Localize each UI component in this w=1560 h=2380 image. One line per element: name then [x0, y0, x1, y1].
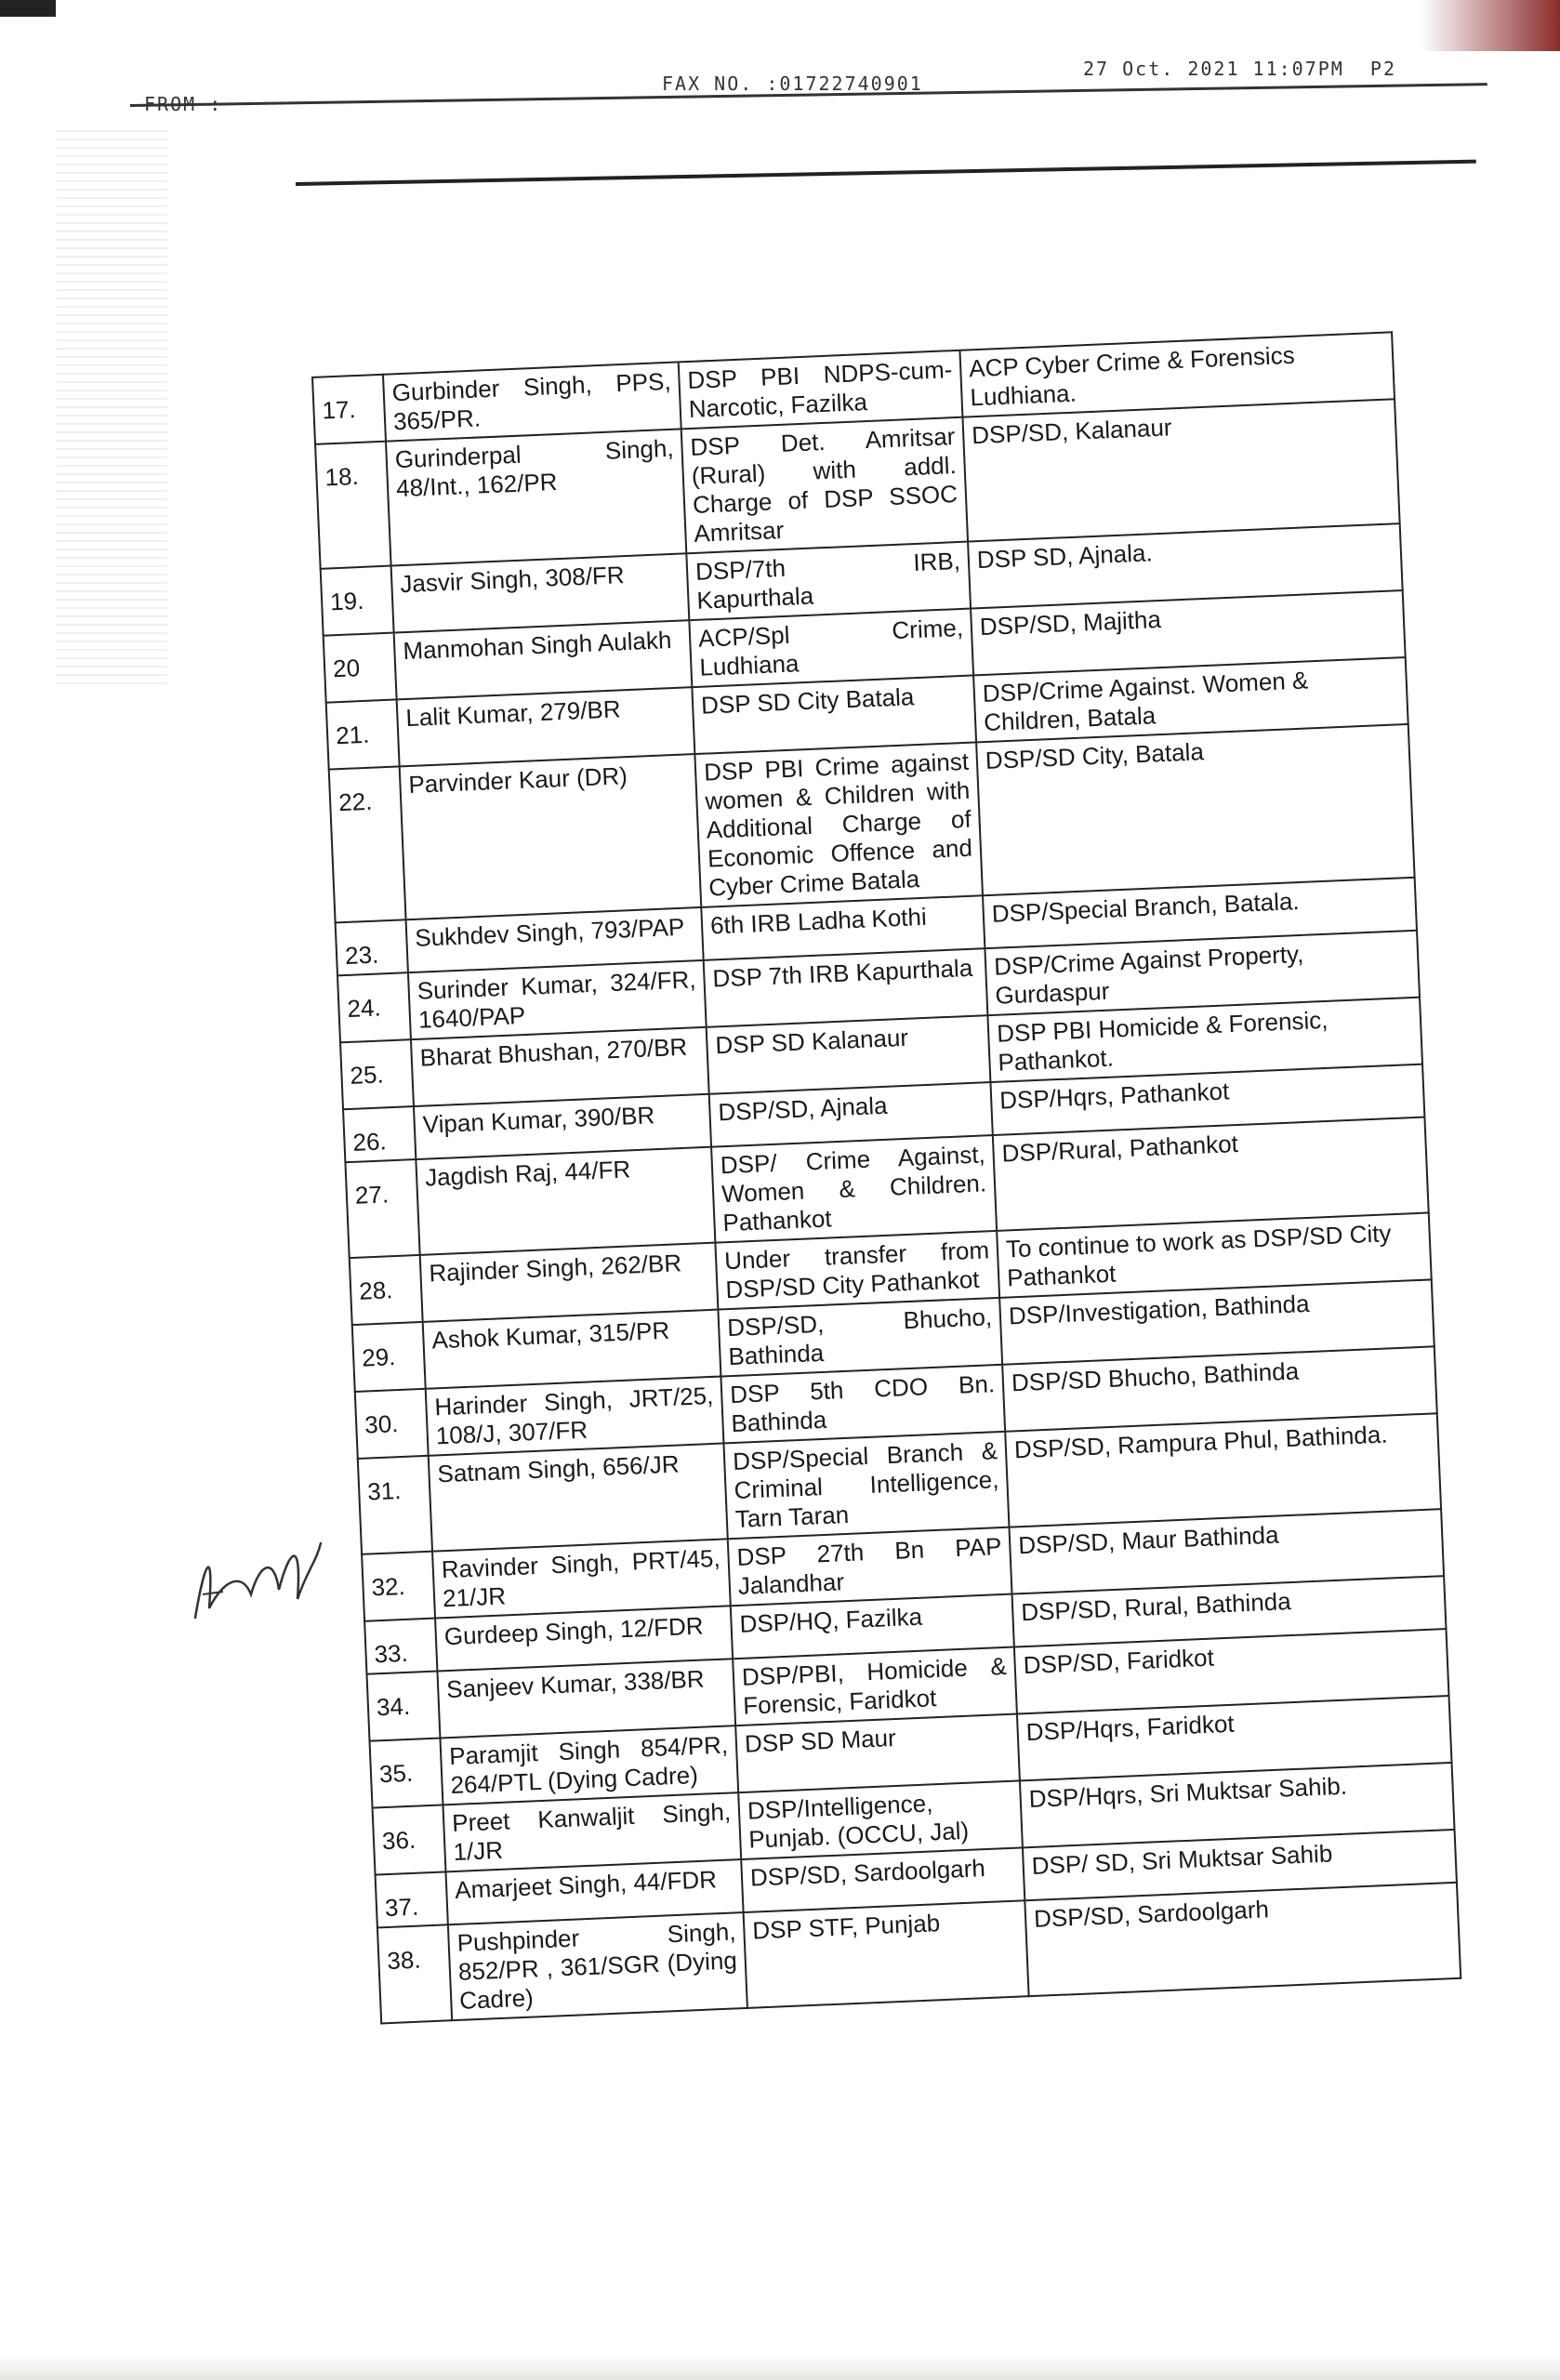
officer-name-cell: Paramjit Singh 854/PR, 264/PTL (Dying Cadre) [440, 1726, 738, 1805]
posted-from-cell: DSP/HQ, Fazilka [731, 1594, 1014, 1659]
officer-name-cell: Gurdeep Singh, 12/FDR [435, 1606, 733, 1671]
posted-from-cell: DSP/Special Branch & Criminal Intelligence, Tarn Taran [723, 1432, 1009, 1540]
posted-to-cell: DSP/Special Branch, Batala. [983, 878, 1417, 948]
serial-number-cell: 27. [345, 1159, 419, 1258]
transfer-table-body [312, 332, 1461, 2023]
posted-to-cell: ACP Cyber Crime & Forensics Ludhiana. [959, 332, 1395, 416]
serial-number-cell: 30. [355, 1389, 429, 1459]
posted-from-cell: DSP/7th IRB, Kapurthala [686, 542, 971, 621]
posted-to-cell: To continue to work as DSP/SD City Pathankot [997, 1212, 1432, 1297]
serial-number-cell: 28. [350, 1255, 423, 1325]
serial-number-cell: 36. [373, 1805, 446, 1874]
serial-number-cell: 18. [315, 442, 391, 569]
posted-to-cell: DSP/SD, Maur Bathinda [1009, 1509, 1444, 1593]
officer-name-cell: Jasvir Singh, 308/FR [391, 553, 690, 632]
fax-date-time [1083, 58, 1396, 80]
posted-to-cell: DSP/Investigation, Bathinda [999, 1279, 1434, 1364]
serial-number-cell: 35. [370, 1738, 443, 1807]
serial-number-cell: 23. [336, 919, 408, 975]
posted-from-cell: DSP/ Crime Against, Women & Children. Pathankot [711, 1135, 997, 1243]
officer-name-cell: Bharat Bhushan, 270/BR [411, 1027, 709, 1106]
scan-edge-noise [56, 130, 167, 688]
officer-name-cell: Surinder Kumar, 324/FR, 1640/PAP [408, 960, 707, 1039]
transfer-table-container [311, 333, 1430, 2025]
posted-from-cell: DSP/SD, Ajnala [709, 1082, 993, 1147]
posted-to-cell: DSP/Crime Against Property, Gurdaspur [985, 931, 1420, 1015]
posted-from-cell: DSP STF, Punjab [744, 1900, 1029, 2008]
serial-number-cell: 29. [352, 1322, 426, 1392]
serial-number-cell: 19. [321, 566, 394, 636]
fax-timestamp: 27 Oct. 2021 11:07PM [1083, 58, 1344, 80]
posted-to-cell: DSP/SD, Rural, Bathinda [1012, 1576, 1447, 1646]
scan-bottom-strip [0, 2354, 1560, 2380]
posted-to-cell: DSP/SD, Faridkot [1014, 1629, 1449, 1713]
officer-name-cell: Harinder Singh, JRT/25, 108/J, 307/FR [426, 1377, 724, 1456]
serial-number-cell: 25. [340, 1039, 414, 1109]
posted-from-cell: DSP SD City Batala [692, 675, 976, 754]
officer-name-cell: Pushpinder Singh, 852/PR , 361/SGR (Dying Cadre) [448, 1912, 747, 2020]
posted-to-cell: DSP/SD, Rampura Phul, Bathinda. [1005, 1413, 1441, 1527]
posted-to-cell: DSP SD, Ajnala. [968, 523, 1403, 608]
posted-from-cell: DSP/PBI, Homicide & Forensic, Faridkot [733, 1647, 1017, 1726]
posted-to-cell: DSP/SD City, Batala [976, 724, 1415, 895]
posted-from-cell: DSP SD Maur [735, 1713, 1020, 1792]
posted-from-cell: Under transfer from DSP/SD City Pathankot [715, 1231, 999, 1310]
posted-to-cell: DSP/Hqrs, Sri Muktsar Sahib. [1020, 1763, 1455, 1847]
serial-number-cell: 32. [362, 1552, 435, 1621]
officer-name-cell: Satnam Singh, 656/JR [429, 1443, 728, 1551]
posted-from-cell: ACP/Spl Crime, Ludhiana [689, 609, 973, 688]
posted-from-cell: DSP 5th CDO Bn. Bathinda [721, 1365, 1005, 1444]
posted-to-cell: DSP/ SD, Sri Muktsar Sahib [1023, 1830, 1457, 1900]
serial-number-cell: 38. [377, 1924, 452, 2023]
serial-number-cell: 26. [343, 1106, 416, 1162]
handwritten-signature [186, 1506, 325, 1646]
officer-name-cell: Sanjeev Kumar, 338/BR [437, 1659, 735, 1738]
posted-to-cell: DSP/Crime Against. Women & Children, Batala [973, 657, 1408, 742]
posted-from-cell: DSP/SD, Sardoolgarh [741, 1847, 1025, 1912]
posted-to-cell: DSP PBI Homicide & Forensic, Pathankot. [987, 998, 1422, 1082]
serial-number-cell: 33. [364, 1619, 437, 1674]
posted-to-cell: DSP/SD, Sardoolgarh [1025, 1883, 1461, 1996]
officer-name-cell: Jagdish Raj, 44/FR [416, 1147, 715, 1255]
serial-number-cell: 21. [326, 699, 400, 769]
officer-name-cell: Amarjeet Singh, 44/FDR [445, 1859, 743, 1924]
serial-number-cell: 22. [329, 766, 406, 922]
posted-from-cell: DSP PBI NDPS-cum-Narcotic, Fazilka [679, 350, 963, 430]
posted-to-cell: DSP/Hqrs, Pathankot [990, 1064, 1424, 1135]
posted-to-cell: DSP/SD, Kalanaur [962, 399, 1399, 541]
page-top-rule [296, 160, 1476, 186]
officer-name-cell: Rajinder Singh, 262/BR [420, 1243, 719, 1322]
serial-number-cell: 20 [324, 633, 397, 703]
posted-from-cell: DSP 27th Bn PAP Jalandhar [728, 1527, 1012, 1606]
posted-from-cell: DSP Det. Amritsar (Rural) with addl. Charge of DSP SSOC Amritsar [681, 417, 968, 554]
officer-name-cell: Ravinder Singh, PRT/45, 21/JR [432, 1539, 731, 1618]
officer-name-cell: Preet Kanwaljit Singh, 1/JR [443, 1792, 741, 1871]
posted-from-cell: DSP/Intelligence, Punjab. (OCCU, Jal) [738, 1780, 1023, 1859]
serial-number-cell: 34. [366, 1672, 440, 1741]
posted-from-cell: DSP SD Kalanaur [707, 1015, 991, 1094]
posted-to-cell: DSP/Hqrs, Faridkot [1017, 1696, 1452, 1780]
officer-name-cell: Parvinder Kaur (DR) [400, 754, 702, 919]
officer-name-cell: Gurinderpal Singh, 48/Int., 162/PR [386, 429, 686, 565]
serial-number-cell: 31. [358, 1456, 432, 1554]
fax-from-label: FROM : [144, 93, 223, 115]
transfer-table [311, 331, 1461, 2024]
fax-page: P2 [1369, 58, 1397, 80]
serial-number-cell: 17. [312, 375, 386, 444]
officer-name-cell: Vipan Kumar, 390/BR [414, 1094, 711, 1159]
serial-number-cell: 24. [337, 972, 411, 1042]
posted-to-cell: DSP/Rural, Pathankot [993, 1117, 1429, 1231]
posted-to-cell: DSP/SD Bhucho, Bathinda [1002, 1346, 1437, 1431]
posted-from-cell: DSP 7th IRB Kapurthala [704, 948, 988, 1027]
serial-number-cell: 37. [376, 1871, 448, 1927]
officer-name-cell: Lalit Kumar, 279/BR [397, 687, 695, 766]
officer-name-cell: Manmohan Singh Aulakh [394, 620, 693, 699]
officer-name-cell: Sukhdev Singh, 793/PAP [406, 907, 704, 972]
posted-from-cell: DSP PBI Crime against women & Children with Additional Charge of Economic Offence and Cyber Crime Batala [694, 742, 983, 907]
posted-from-cell: DSP/SD, Bhucho, Bathinda [718, 1298, 1002, 1377]
officer-name-cell: Ashok Kumar, 315/PR [423, 1310, 721, 1389]
posted-to-cell: DSP/SD, Majitha [971, 590, 1406, 675]
posted-from-cell: 6th IRB Ladha Kothi [701, 895, 985, 960]
officer-name-cell: Gurbinder Singh, PPS, 365/PR. [383, 362, 681, 441]
fax-number: FAX NO. :01722740901 [662, 73, 923, 95]
